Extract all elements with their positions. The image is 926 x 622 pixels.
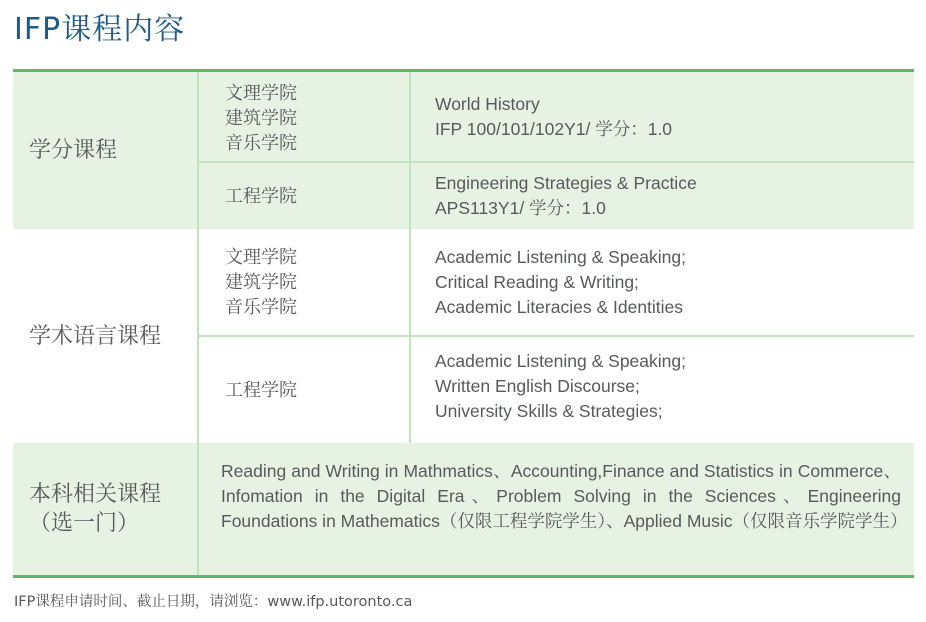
- course-name: Critical Reading & Writing;: [435, 271, 639, 292]
- course-name: Engineering Strategies & Practice: [435, 173, 697, 193]
- related-course-list: Reading and Writing in Mathmatics、Accounting,Finance and Statistics in Commerce、Infomation in the Digital Era、Problem Solving in the Sciences、Engineering Foundations in Mathematics（仅限工程学院学生）、Applied Music（仅限音乐学院学生）: [221, 461, 908, 531]
- category-note: （选一门）: [29, 511, 140, 536]
- table-bottom-rule: [13, 575, 914, 578]
- course-table: [13, 69, 914, 579]
- column-divider: [197, 443, 199, 575]
- category-academic-language-courses: 学术语言课程: [29, 323, 162, 349]
- school-list: [225, 79, 297, 157]
- category-related-courses: [29, 443, 161, 575]
- school-name: 工程学院: [225, 379, 297, 401]
- category-credit-courses: 学分课程: [29, 138, 118, 163]
- school-name: 工程学院: [225, 185, 297, 207]
- category-label: 本科相关课程: [29, 482, 162, 507]
- school-list: [225, 229, 297, 335]
- course-name: Academic Literacies & Identities: [435, 296, 684, 317]
- course-name: University Skills & Strategies;: [435, 400, 663, 421]
- school-name: 音乐学院: [225, 296, 297, 318]
- school-name: 建筑学院: [225, 107, 297, 129]
- course-list: [435, 229, 686, 335]
- school-name: 文理学院: [225, 246, 297, 268]
- course-list: [435, 72, 672, 161]
- course-code: IFP 100/101/102Y1/ 学分：1.0: [435, 118, 673, 139]
- school-name: 音乐学院: [225, 132, 297, 154]
- course-name: World History: [435, 93, 540, 114]
- course-name: Written English Discourse;: [435, 375, 640, 396]
- course-name: Academic Listening & Speaking;: [435, 350, 686, 371]
- column-divider: [197, 72, 199, 443]
- course-code: APS113Y1/ 学分：1.0: [435, 198, 606, 218]
- course-list: [435, 163, 697, 229]
- school-name: 建筑学院: [225, 271, 297, 293]
- page-title: IFP课程内容: [14, 12, 186, 47]
- footer-note: IFP课程申请时间、截止日期，请浏览：www.ifp.utoronto.ca: [14, 594, 413, 610]
- school-name: 文理学院: [225, 82, 297, 104]
- course-list: [435, 337, 686, 435]
- column-divider: [409, 72, 411, 443]
- course-name: Academic Listening & Speaking;: [435, 246, 686, 267]
